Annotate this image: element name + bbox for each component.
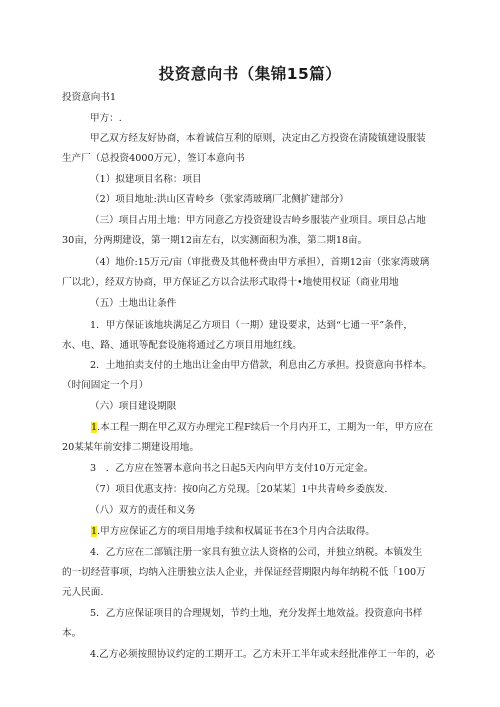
paragraph-line: （八）双方的责任和义务 [90,505,196,516]
paragraph-line: （时间固定一个月） [62,380,149,391]
paragraph-line [90,422,434,434]
paragraph-line: 水、电、路、通讯等配套设施将通过乙方项目用地红线。 [62,340,302,351]
paragraph-line: 甲乙双方经友好协商，本着诚信互利的原则，决定由乙方投资在清陵镇建设服装 [90,133,426,144]
highlight-mark: 1.甲方应保证乙方的项目用地手续和权属证书在3个月内合法取得。 [91,526,375,537]
paragraph-line: 1．甲方保证该地块满足乙方项目（一期）建设要求，达到“七通一平”条件， [90,320,413,331]
paragraph-line: 5．乙方应保证项目的合理规划，节约土地，充分发挥土地效益。投资意向书样 [90,608,423,619]
paragraph-line: 甲方：. [90,113,122,124]
paragraph-line: （五）土地出让条件 [90,298,177,309]
paragraph-line: 30亩，分两期建设，第一期12亩左右，以实测面积为准，第二期18亩。 [62,235,368,246]
paragraph-line: （六）项目建设期限 [90,401,177,412]
paragraph-line: 4.乙方必须按照协议约定的工期开工。乙方未开工半年或未经批准停工一年的，必 [90,649,435,660]
paragraph-line: （7）项目优惠支持：按0向乙方兑现。［20某某］1中共青岭乡委族发. [90,484,388,495]
paragraph-line: （4）地价:15万元/亩（审批费及其他杯费由甲方承担），首期12亩（张家湾玻璃 [90,257,430,268]
highlight-mark: 1.本工程一期在甲乙双方办理完工程F续后一个月内开工，工期为一年，甲方应在 [91,422,434,433]
paragraph-line: （三）项目占用土地：甲方同意乙方投资建设吉岭乡服装产业项目。项目总占地 [90,215,426,226]
paragraph-line: 3 ．乙方应在签署本意向书之日起5天内向甲方支付10万元定金。 [90,463,374,474]
paragraph-line: 元人民面. [62,587,104,598]
paragraph-line: 20某某年前安排二期建设用地。 [62,442,199,453]
paragraph-line: （1）拟建项目名称：项目 [90,174,202,185]
paragraph-line: 2．土地拍卖支付的土地出让金由甲方借款，利息由乙方承担。投资意向书样本。 [90,360,432,371]
paragraph-line: 4．乙方应在二部镇注册一家具有独立法人资格的公司，并独立纳税。本镇发生 [90,547,423,558]
paragraph-line: （2）项目地址:洪山区青岭乡（张家湾玻璃厂北侧扩建部分） [90,194,349,205]
paragraph-line: 的一切经营事项，均纳入注册独立法人企业，并保证经营期限内每年纳税不低「100万 [62,567,426,578]
paragraph-line: 本。 [62,628,82,639]
document-title: 投资意向书（集锦15篇） [158,65,342,83]
section-heading: 投资意向书1 [62,92,117,103]
paragraph-line [90,526,376,538]
paragraph-line: 厂以北），经双方协商，甲方保证乙方以合法形式取得十•地使用权证（商业用地 [62,277,399,288]
paragraph-line: 生产厂（总投资4000万元），签订本意向书 [62,153,245,164]
